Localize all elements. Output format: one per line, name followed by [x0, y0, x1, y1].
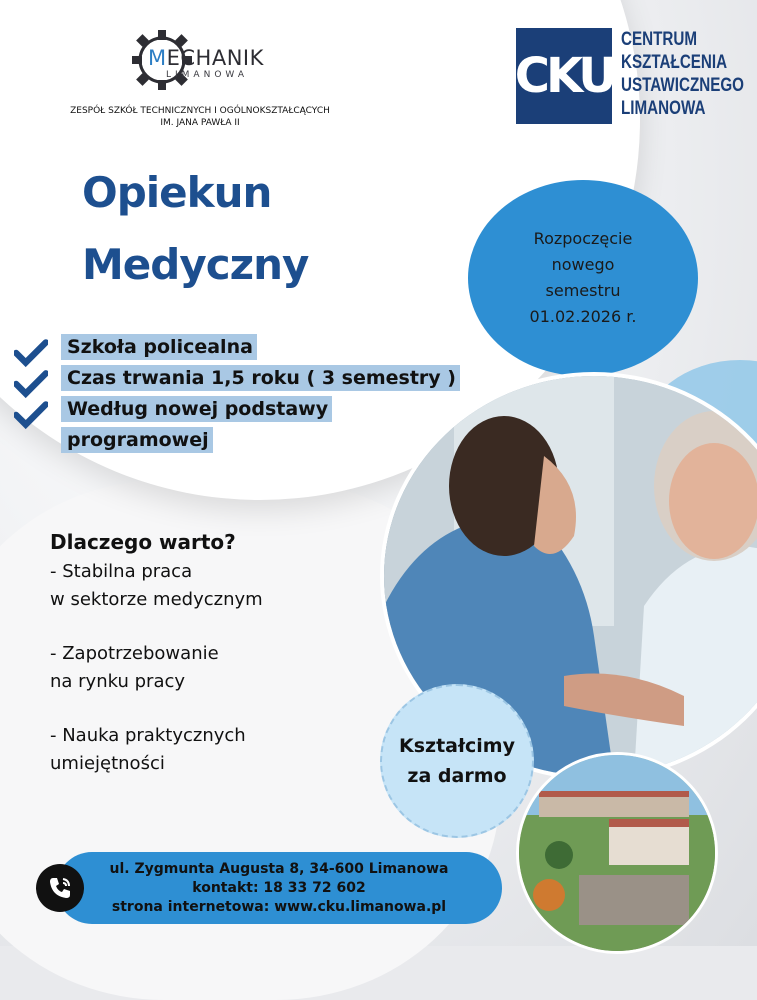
cku-logo-mark: CKU [516, 28, 612, 124]
feature-item: Szkoła policealna [61, 334, 257, 360]
check-icon [14, 369, 48, 399]
check-icon [14, 338, 48, 368]
contact-address: ul. Zygmunta Augusta 8, 34-600 Limanowa [109, 860, 449, 877]
school-patron: IM. JANA PAWŁA II [160, 118, 240, 128]
page-title-line2: Medyczny [82, 240, 309, 289]
phone-icon [36, 864, 84, 912]
contact-bar [56, 852, 502, 924]
contact-website[interactable]: strona internetowa: www.cku.limanowa.pl [111, 898, 447, 915]
benefit-item: - Nauka praktycznych umiejętności [50, 725, 246, 774]
check-icon [14, 400, 48, 430]
page-title-line1: Opiekun [82, 168, 272, 217]
feature-item: Czas trwania 1,5 roku ( 3 semestry ) [61, 365, 460, 391]
semester-start-badge: Rozpoczęcie nowego semestru 01.02.2026 r. [468, 180, 698, 376]
contact-phone: kontakt: 18 33 72 602 [192, 879, 366, 896]
feature-item: programowej [61, 427, 213, 453]
why-heading: Dlaczego warto? [50, 530, 236, 554]
mechanik-logo [130, 24, 270, 94]
benefit-item: - Stabilna praca w sektorze medycznym [50, 561, 263, 610]
mechanik-subtitle: LIMANOWA [166, 70, 248, 80]
mechanik-brand: MECHANIK [148, 46, 264, 70]
feature-item: Według nowej podstawy [61, 396, 332, 422]
benefit-item: - Zapotrzebowanie na rynku pracy [50, 643, 219, 692]
campus-photo [516, 752, 718, 954]
school-name: ZESPÓŁ SZKÓŁ TECHNICZNYCH I OGÓLNOKSZTAŁCĄCYCH [70, 106, 330, 116]
cku-logo-name: CENTRUM KSZTAŁCENIA USTAWICZNEGO LIMANOWA [621, 29, 745, 119]
free-education-badge: Kształcimy za darmo [380, 684, 534, 838]
